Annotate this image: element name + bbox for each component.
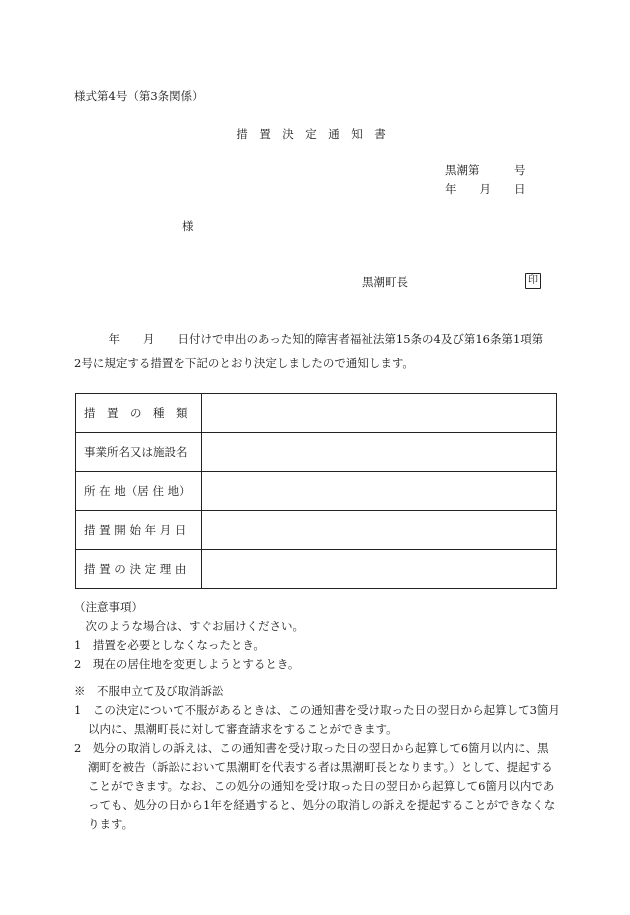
row-value-facility-name [202, 433, 557, 472]
notes-item: 1 措置を必要としなくなったとき。 [74, 638, 265, 652]
seal-icon: 印 [525, 273, 541, 289]
notes-section [74, 598, 560, 834]
table-row [76, 394, 557, 433]
form-number: 様式第4号（第3条関係） [74, 89, 204, 103]
document-title: 措 置 決 定 通 知 書 [236, 127, 386, 141]
row-value-decision-reason [202, 550, 557, 589]
notes-item: 2 現在の居住地を変更しようとするとき。 [74, 657, 300, 671]
table-row [76, 433, 557, 472]
row-label-start-date: 措 置 開 始 年 月 日 [76, 511, 202, 550]
table-row [76, 472, 557, 511]
row-label-decision-reason: 措 置 の 決 定 理 由 [76, 550, 202, 589]
measures-table [75, 393, 557, 589]
row-value-start-date [202, 511, 557, 550]
notice-body-line: 2号に規定する措置を下記のとおり決定しましたので通知します。 [74, 356, 414, 370]
issue-date: 年 月 日 [445, 182, 526, 196]
issue-number: 黒潮第 号 [445, 163, 526, 177]
table-row [76, 550, 557, 589]
row-label-facility-name: 事業所名又は施設名 [76, 433, 202, 472]
row-value-address [202, 472, 557, 511]
row-value-measure-type [202, 394, 557, 433]
notice-body-line: 年 月 日付けで申出のあった知的障害者福祉法第15条の4及び第16条第1項第 [74, 332, 544, 346]
recipient: 様 [182, 219, 194, 233]
appeal-heading: ※ 不服申立て及び取消訴訟 [74, 684, 224, 698]
table-row [76, 511, 557, 550]
appeal-item: 1 この決定について不服があるときは、この通知書を受け取った日の翌日から起算して3箇月以内に、黒潮町長に対して審査請求をすることができます。 [74, 703, 560, 736]
row-label-measure-type: 措 置 の 種 類 [76, 394, 202, 433]
notes-intro: 次のような場合は、すぐお届けください。 [74, 619, 304, 633]
notes-heading: （注意事項） [74, 600, 143, 614]
appeal-item: 2 処分の取消しの訴えは、この通知書を受け取った日の翌日から起算して6箇月以内に、黒潮町を被告（訴訟において黒潮町を代表する者は黒潮町長となります。）として、提起することができます。なお、この処分の通知を受け取った日の翌日から起算して6箇月以内であっても、処分の日から1年を経過すると、処分の取消しの訴えを提起することができなくなります。 [74, 741, 556, 831]
row-label-address: 所 在 地（居 住 地） [76, 472, 202, 511]
notice-body [74, 327, 556, 375]
issuer: 黒潮町長 [362, 275, 408, 289]
seal-mark [525, 272, 541, 289]
